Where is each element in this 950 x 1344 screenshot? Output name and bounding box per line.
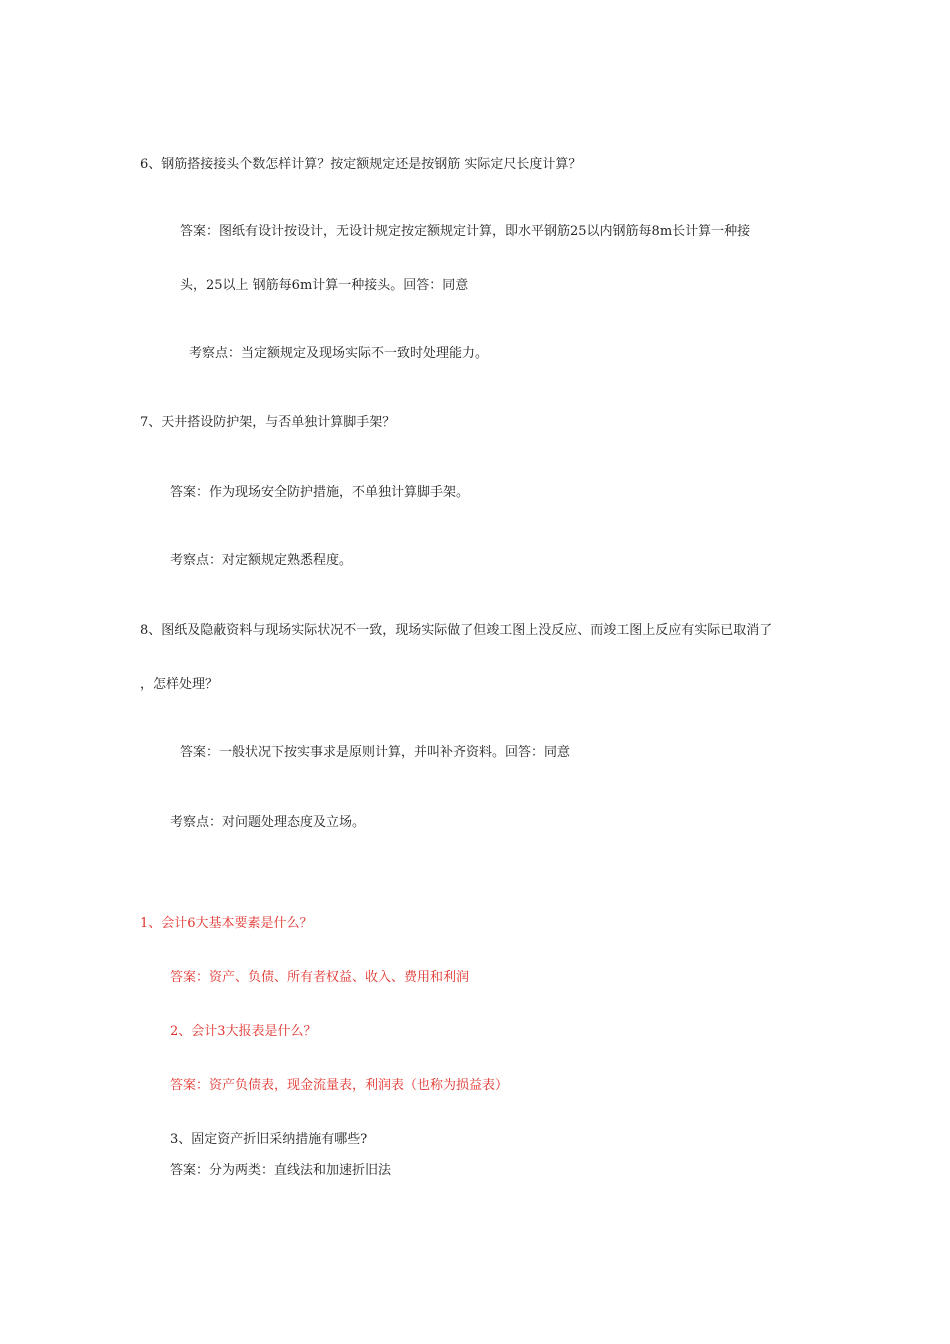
exam-point-7: 考察点：对定额规定熟悉程度。 bbox=[170, 553, 353, 568]
answer-8: 答案：一般状况下按实事求是原则计算，并叫补齐资料。回答：同意 bbox=[180, 745, 571, 760]
exam-point-8: 考察点：对问题处理态度及立场。 bbox=[170, 815, 366, 830]
exam-point-6: 考察点：当定额规定及现场实际不一致时处理能力。 bbox=[189, 346, 489, 361]
question-7: 7、天井搭设防护架，与否单独计算脚手架？ bbox=[140, 415, 396, 430]
question-8-line-2: ，怎样处理？ bbox=[140, 677, 219, 692]
accounting-answer-3: 答案：分为两类：直线法和加速折旧法 bbox=[170, 1163, 392, 1178]
accounting-question-1: 1、会计6大基本要素是什么？ bbox=[140, 916, 313, 931]
question-8-line-1: 8、图纸及隐蔽资料与现场实际状况不一致，现场实际做了但竣工图上没反应、而竣工图上反应有实际已取消了 bbox=[140, 623, 773, 638]
accounting-answer-1: 答案：资产、负债、所有者权益、收入、费用和利润 bbox=[170, 970, 470, 985]
accounting-question-3: 3、固定资产折旧采纳措施有哪些? bbox=[170, 1132, 368, 1147]
answer-6-line-1: 答案：图纸有设计按设计，无设计规定按定额规定计算，即水平钢筋25以内钢筋每8m长计算一种接 bbox=[180, 224, 751, 239]
question-6: 6、钢筋搭接接头个数怎样计算？按定额规定还是按钢筋 实际定尺长度计算？ bbox=[140, 157, 582, 172]
answer-7: 答案：作为现场安全防护措施，不单独计算脚手架。 bbox=[170, 485, 470, 500]
accounting-question-2: 2、会计3大报表是什么？ bbox=[170, 1024, 317, 1039]
accounting-answer-2: 答案：资产负债表，现金流量表，利润表（也称为损益表） bbox=[170, 1078, 509, 1093]
answer-6-line-2: 头，25以上 钢筋每6m计算一种接头。回答：同意 bbox=[180, 278, 469, 293]
